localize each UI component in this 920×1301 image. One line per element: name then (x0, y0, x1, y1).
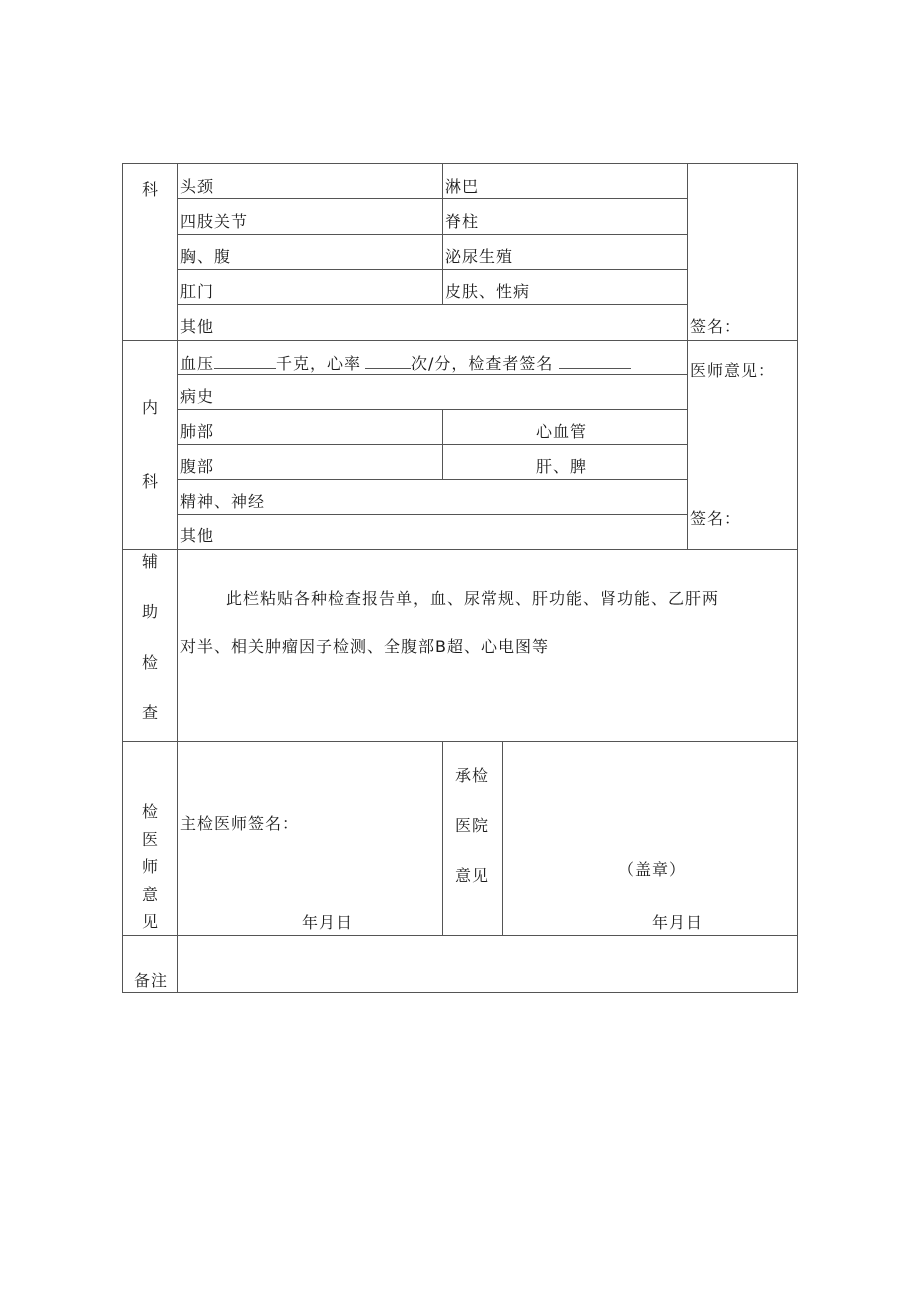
auxiliary-side-char-2: 助 (141, 602, 158, 621)
row-line (177, 514, 688, 515)
vitals-line (180, 354, 631, 373)
cardio-field: 心血管 (536, 422, 588, 441)
conclusion-side-char-1: 检 (141, 802, 158, 821)
border-left (122, 163, 123, 993)
spine-field: 脊柱 (445, 212, 480, 231)
row-line (177, 409, 688, 410)
conclusion-side-char-2: 医 (141, 830, 158, 849)
surgery-other-field: 其他 (180, 317, 215, 336)
conclusion-side-char-3: 师 (141, 857, 158, 876)
skin-std-field: 皮肤、性病 (445, 282, 531, 301)
row-line (177, 234, 688, 235)
liver-spleen-field: 肝、脾 (536, 457, 588, 476)
seal-placeholder: （盖章） (618, 860, 687, 879)
conclusion-divider-1 (442, 741, 443, 935)
row-line (177, 479, 688, 480)
chief-date: 年月日 (302, 913, 354, 932)
head-neck-field: 头颈 (180, 177, 215, 196)
border-top (122, 163, 798, 164)
internal-side-label-bottom: 科 (141, 472, 158, 491)
row-line (177, 269, 688, 270)
bp-label: 血压 (180, 354, 215, 373)
internal-other-field: 其他 (180, 526, 215, 545)
remarks-label: 备注 (134, 971, 169, 990)
border-bottom (122, 992, 798, 993)
section-divider-internal (122, 549, 798, 550)
section-divider-auxiliary (122, 741, 798, 742)
auxiliary-side-char-1: 辅 (141, 552, 158, 571)
internal-side-label-top: 内 (141, 398, 158, 417)
hospital-date: 年月日 (652, 913, 704, 932)
section-divider-surgery (122, 340, 798, 341)
conclusion-divider-2 (502, 741, 503, 935)
auxiliary-side-char-3: 检 (141, 653, 158, 672)
anus-field: 肛门 (180, 282, 215, 301)
surgery-side-label: 科 (141, 180, 158, 199)
internal-signature: 签名： (690, 509, 742, 528)
conclusion-side-char-4: 意 (141, 885, 158, 904)
urogenital-field: 泌尿生殖 (445, 247, 514, 266)
row-line (177, 374, 688, 375)
hospital-opinion-label-1: 承检 (455, 766, 490, 785)
bp-blank (214, 354, 276, 369)
row-line (177, 444, 688, 445)
internal-mid-divider (442, 409, 443, 479)
auxiliary-instructions-line1: 此栏粘贴各种检查报告单，血、尿常规、肝功能、肾功能、乙肝两 (226, 589, 720, 608)
examiner-signature-blank (559, 354, 631, 369)
hr-unit: 次/分，检查者签名 (411, 354, 554, 373)
doctor-opinion-label: 医师意见： (690, 361, 776, 380)
lung-field: 肺部 (180, 422, 215, 441)
row-line (177, 198, 688, 199)
chest-abdomen-field: 胸、腹 (180, 247, 232, 266)
auxiliary-side-char-4: 查 (141, 703, 158, 722)
medical-exam-form (122, 163, 798, 993)
lymph-field: 淋巴 (445, 177, 480, 196)
abdomen-field: 腹部 (180, 457, 215, 476)
hospital-opinion-label-3: 意见 (455, 866, 490, 885)
history-field: 病史 (180, 387, 215, 406)
label-column-divider (177, 163, 178, 993)
conclusion-side-char-5: 见 (141, 912, 158, 931)
section-divider-conclusion (122, 935, 798, 936)
opinion-column-divider (687, 163, 688, 549)
bp-unit: 千克，心率 (276, 354, 362, 373)
surgery-signature: 签名： (690, 317, 742, 336)
chief-doctor-signature: 主检医师签名： (180, 814, 300, 833)
neuro-field: 精神、神经 (180, 492, 266, 511)
limbs-joints-field: 四肢关节 (180, 212, 249, 231)
hr-blank (365, 354, 411, 369)
border-right (797, 163, 798, 993)
row-line (177, 304, 688, 305)
auxiliary-instructions-line2: 对半、相关肿瘤因子检测、全腹部B超、心电图等 (180, 637, 549, 656)
hospital-opinion-label-2: 医院 (455, 816, 490, 835)
